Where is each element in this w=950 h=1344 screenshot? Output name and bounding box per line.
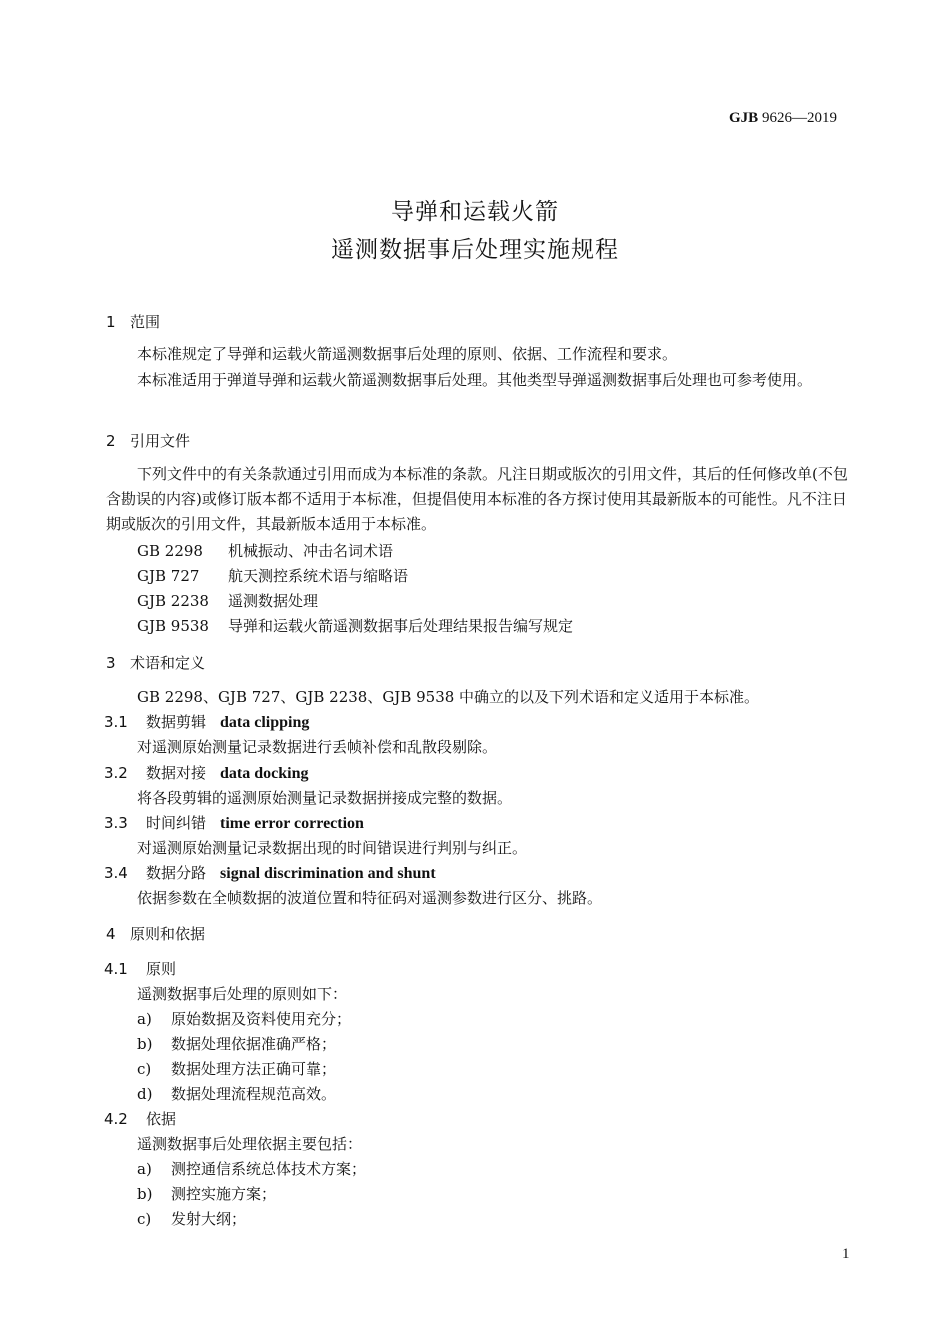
term-number: 3.1 xyxy=(104,713,128,731)
list-label: b) xyxy=(137,1035,153,1053)
list-item xyxy=(137,1158,366,1179)
term-definition: 依据参数在全帧数据的波道位置和特征码对遥测参数进行区分、挑路。 xyxy=(137,889,603,907)
term-definition: 对遥测原始测量记录数据进行丢帧补偿和乱散段剔除。 xyxy=(137,738,498,756)
subsection-4-1-heading xyxy=(104,958,176,979)
subsection-number: 4.1 xyxy=(104,960,128,978)
reference-name: 航天测控系统术语与缩略语 xyxy=(228,567,409,585)
reference-item xyxy=(137,615,573,636)
term-english: data clipping xyxy=(220,714,310,731)
term-definition: 对遥测原始测量记录数据出现的时间错误进行判别与纠正。 xyxy=(137,839,528,857)
section-number: 3 xyxy=(106,654,116,672)
section-1-paragraph-2: 本标准适用于弹道导弹和运载火箭遥测数据事后处理。其他类型导弹遥测数据事后处理也可参考使用。 xyxy=(137,371,813,389)
list-label: a) xyxy=(137,1160,152,1178)
section-2-paragraph-1: 下列文件中的有关条款通过引用而成为本标准的条款。凡注日期或版次的引用文件，其后的任何修改单(不包含勘误的内容)或修订版本都不适用于本标准，但提倡使用本标准的各方探讨使用其最新版本的可能性。凡不注日期或版次的引用文件，其最新版本适用于本标准。 xyxy=(106,465,848,533)
reference-code: GB 2298 xyxy=(137,542,203,560)
term-number: 3.4 xyxy=(104,864,128,882)
list-text: 测控实施方案； xyxy=(171,1185,277,1203)
section-title: 原则和依据 xyxy=(130,925,206,943)
section-number: 4 xyxy=(106,925,116,943)
subsection-4-2-heading xyxy=(104,1108,176,1129)
list-item xyxy=(137,1058,336,1079)
subsection-4-1-intro: 遥测数据事后处理的原则如下： xyxy=(137,985,348,1003)
list-label: d) xyxy=(137,1085,153,1103)
page-number: 1 xyxy=(842,1246,850,1262)
reference-code: GJB 727 xyxy=(137,567,200,585)
list-item xyxy=(137,1183,276,1204)
standard-code-number: 9626—2019 xyxy=(758,110,837,126)
term-heading xyxy=(104,711,309,732)
term-chinese: 时间纠错 xyxy=(146,814,207,832)
section-title: 引用文件 xyxy=(130,432,191,450)
reference-item xyxy=(137,590,318,611)
section-4-heading xyxy=(106,923,205,944)
standard-code xyxy=(729,110,837,127)
section-title: 范围 xyxy=(130,313,161,331)
reference-name: 导弹和运载火箭遥测数据事后处理结果报告编写规定 xyxy=(228,617,574,635)
term-chinese: 数据剪辑 xyxy=(146,713,207,731)
reference-code: GJB 2238 xyxy=(137,592,209,610)
list-text: 发射大纲； xyxy=(171,1210,247,1228)
list-text: 数据处理依据准确严格； xyxy=(171,1035,337,1053)
section-3-heading xyxy=(106,652,205,673)
section-1-heading xyxy=(106,311,160,332)
list-item xyxy=(137,1033,336,1054)
document-title-line-1: 导弹和运载火箭 xyxy=(391,199,559,225)
term-chinese: 数据对接 xyxy=(146,764,207,782)
section-number: 1 xyxy=(106,313,116,331)
term-chinese: 数据分路 xyxy=(146,864,207,882)
term-number: 3.3 xyxy=(104,814,128,832)
reference-name: 机械振动、冲击名词术语 xyxy=(228,542,394,560)
term-definition: 将各段剪辑的遥测原始测量记录数据拼接成完整的数据。 xyxy=(137,789,513,807)
list-text: 测控通信系统总体技术方案； xyxy=(171,1160,367,1178)
term-english: signal discrimination and shunt xyxy=(220,865,436,882)
section-2-heading xyxy=(106,430,190,451)
subsection-title: 原则 xyxy=(146,960,177,978)
reference-item xyxy=(137,565,408,586)
document-title-line-2: 遥测数据事后处理实施规程 xyxy=(331,237,619,263)
reference-name: 遥测数据处理 xyxy=(228,592,319,610)
section-3-paragraph-1: GB 2298、GJB 727、GJB 2238、GJB 9538 中确立的以及下列术语和定义适用于本标准。 xyxy=(137,688,760,706)
subsection-number: 4.2 xyxy=(104,1110,128,1128)
reference-code: GJB 9538 xyxy=(137,617,209,635)
list-text: 数据处理方法正确可靠； xyxy=(171,1060,337,1078)
list-text: 原始数据及资料使用充分； xyxy=(171,1010,352,1028)
list-text: 数据处理流程规范高效。 xyxy=(171,1085,337,1103)
list-item xyxy=(137,1083,336,1104)
list-item xyxy=(137,1008,351,1029)
reference-item xyxy=(137,540,393,561)
section-title: 术语和定义 xyxy=(130,654,206,672)
term-heading xyxy=(104,812,364,833)
section-number: 2 xyxy=(106,432,116,450)
term-number: 3.2 xyxy=(104,764,128,782)
list-label: b) xyxy=(137,1185,153,1203)
subsection-title: 依据 xyxy=(146,1110,177,1128)
standard-code-prefix: GJB xyxy=(729,110,759,126)
list-label: c) xyxy=(137,1210,152,1228)
list-item xyxy=(137,1208,246,1229)
term-heading xyxy=(104,862,436,883)
section-1-paragraph-1: 本标准规定了导弹和运载火箭遥测数据事后处理的原则、依据、工作流程和要求。 xyxy=(137,345,678,363)
list-label: c) xyxy=(137,1060,152,1078)
term-english: time error correction xyxy=(220,815,364,832)
term-english: data docking xyxy=(220,765,309,782)
list-label: a) xyxy=(137,1010,152,1028)
term-heading xyxy=(104,762,308,783)
subsection-4-2-intro: 遥测数据事后处理依据主要包括： xyxy=(137,1135,363,1153)
